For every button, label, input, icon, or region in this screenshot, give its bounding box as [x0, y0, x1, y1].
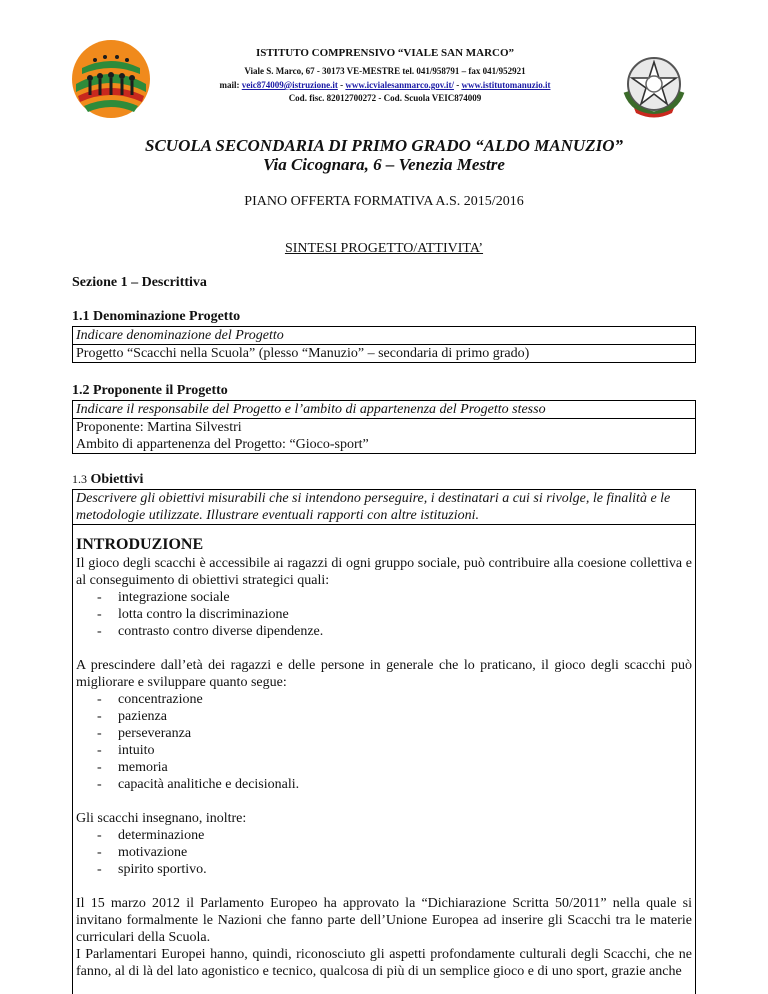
section-number: 1.3	[72, 472, 87, 486]
list-skills	[76, 691, 692, 793]
list-item: - perseveranza	[97, 725, 692, 742]
proponent-values	[73, 418, 695, 453]
list-item: - pazienza	[97, 708, 692, 725]
school-address: Via Cicognara, 6 – Venezia Mestre	[263, 155, 505, 174]
school-logo-icon	[70, 38, 152, 120]
institute-contacts	[160, 80, 610, 90]
plan-title: PIANO OFFERTA FORMATIVA A.S. 2015/2016	[244, 194, 524, 209]
institute-name: ISTITUTO COMPRENSIVO “VIALE SAN MARCO”	[255, 47, 515, 59]
list-item: - motivazione	[97, 844, 692, 861]
paragraph-3: Gli scacchi insegnano, inoltre:	[76, 811, 247, 826]
italian-republic-emblem-icon	[618, 48, 690, 120]
school-name: SCUOLA SECONDARIA DI PRIMO GRADO “ALDO MANUZIO”	[145, 136, 623, 155]
list-item: - concentrazione	[97, 691, 692, 708]
section-title-objectives: Obiettivi	[90, 472, 144, 487]
paragraph-2: A prescindere dall’età dei ragazzi e delle persone in generale che lo praticano, il gioco degli scacchi può migliorare e sviluppare quanto segue:	[76, 658, 692, 690]
list-item: - determinazione	[97, 827, 692, 844]
project-scope: Ambito di appartenenza del Progetto: “Gioco-sport”	[76, 437, 369, 452]
list-item: - intuito	[97, 742, 692, 759]
paragraph-4: Il 15 marzo 2012 il Parlamento Europeo ha approvato la “Dichiarazione Scritta 50/2011” nella quale si invitano formalmente le Nazioni che fanno parte dell’Unione Europea ad inserire gli Scacchi tra le materie curriculari della Scuola.	[76, 896, 692, 945]
list-item: - lotta contro la discriminazione	[97, 606, 692, 623]
section-1-1-heading: 1.1 Denominazione Progetto	[72, 309, 241, 324]
institute-address: Viale S. Marco, 67 - 30173 VE-MESTRE tel. 041/958791 – fax 041/952921	[244, 66, 526, 76]
separator: -	[453, 80, 462, 90]
paragraph-5: I Parlamentari Europei hanno, quindi, riconosciuto gli aspetti profondamente culturali degli Scacchi, che ne fanno, al di là del lato agonistico e tecnico, qualcosa di più di un semplice gioco e di uno sport, grazie anche	[76, 947, 692, 979]
list-item: - integrazione sociale	[97, 589, 692, 606]
list-item: - contrasto contro diverse dipendenze.	[97, 623, 692, 640]
email-link[interactable]: veic874009@istruzione.it	[241, 80, 338, 90]
list-teachings	[76, 827, 692, 878]
intro-heading: INTRODUZIONE	[76, 536, 204, 553]
list-item: - memoria	[97, 759, 692, 776]
separator: -	[337, 80, 346, 90]
proponent-box	[72, 400, 696, 454]
project-name-instruction: Indicare denominazione del Progetto	[76, 328, 284, 343]
objectives-content	[73, 535, 695, 980]
website-link-istitutomanuzio[interactable]: www.istitutomanuzio.it	[461, 80, 551, 90]
list-strategic-objectives	[76, 589, 692, 640]
objectives-instruction: Descrivere gli obiettivi misurabili che si intendono perseguire, i destinatari a cui si rivolge, le finalità e le metodologie utilizzate. Illustrare eventuali rapporti con altre istituzioni.	[73, 490, 695, 525]
mail-prefix: mail:	[219, 80, 242, 90]
section-1-3-heading	[72, 472, 143, 488]
summary-title: SINTESI PROGETTO/ATTIVITA’	[284, 241, 484, 256]
website-link-icvialesanmarco[interactable]: www.icvialesanmarco.gov.it/	[345, 80, 454, 90]
institute-fiscal-code: Cod. fisc. 82012700272 - Cod. Scuola VEIC874009	[288, 93, 482, 103]
list-item: - capacità analitiche e decisionali.	[97, 776, 692, 793]
section-1-2-heading: 1.2 Proponente il Progetto	[72, 383, 228, 398]
project-name-value: Progetto “Scacchi nella Scuola” (plesso “Manuzio” – secondaria di primo grado)	[73, 344, 695, 362]
project-name-box	[72, 326, 696, 363]
proponent-instruction: Indicare il responsabile del Progetto e l’ambito di appartenenza del Progetto stesso	[76, 402, 546, 417]
section-title: Sezione 1 – Descrittiva	[72, 275, 207, 290]
paragraph-1: Il gioco degli scacchi è accessibile ai ragazzi di ogni gruppo sociale, può contribuire alla coesione collettiva e al conseguimento di obiettivi strategici quali:	[76, 556, 692, 588]
objectives-box	[72, 489, 696, 994]
list-item: - spirito sportivo.	[97, 861, 692, 878]
proponent-name: Proponente: Martina Silvestri	[76, 420, 242, 435]
